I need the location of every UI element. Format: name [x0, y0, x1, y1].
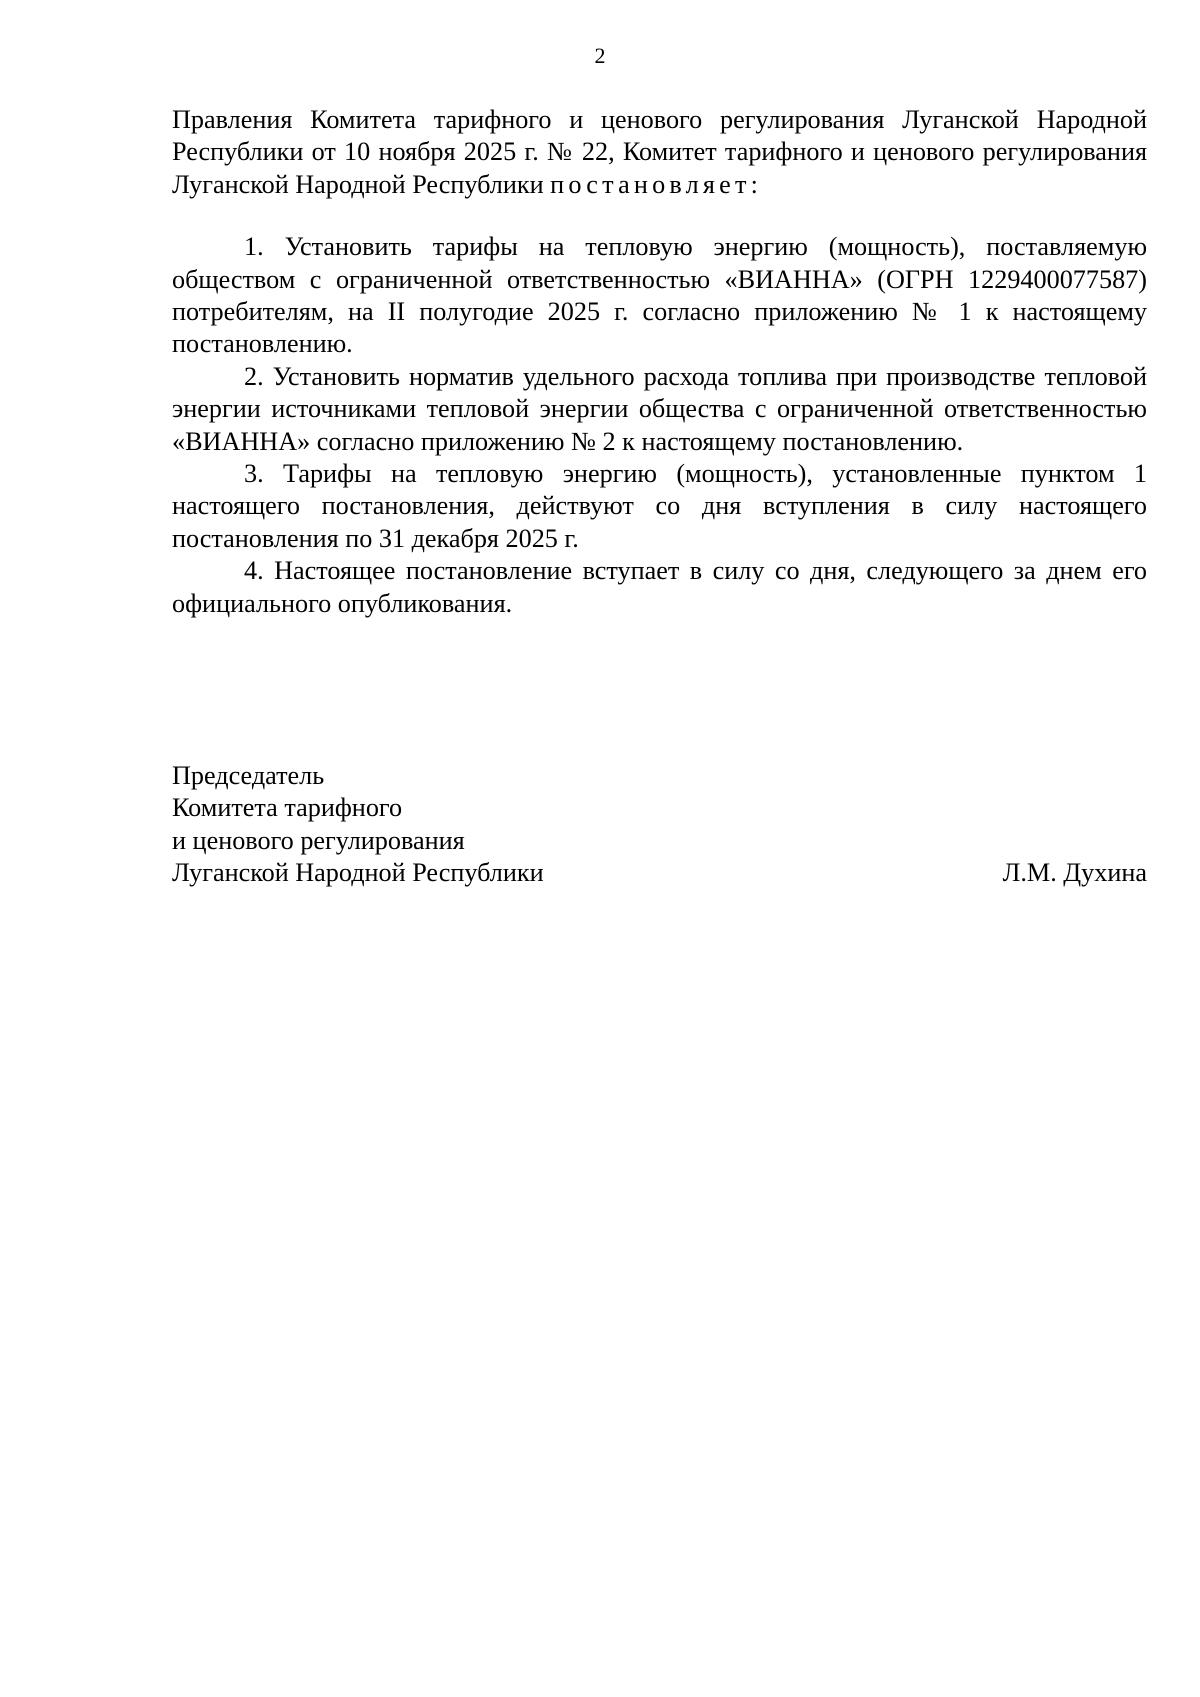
preamble-emphasis: постановляет: [550, 169, 763, 199]
item-number: 3. [244, 459, 264, 489]
signatory-title-line: Луганской Народной Республики [172, 858, 544, 888]
item-text: Установить тарифы на тепловую энергию (мощность), поставляемую обществом с ограниченной ответственностью «ВИАННА» (ОГРН 1229400077587) потребителям, на II полугодие 2025 г. согласно приложению № 1 к настоящему постановлению. [172, 232, 1148, 359]
preamble-paragraph [172, 104, 1147, 201]
signatory-title-line: и ценового регулирования [172, 825, 465, 855]
document-body [172, 104, 1147, 620]
item-number: 4. [244, 556, 264, 586]
list-item [172, 231, 1147, 361]
list-item [172, 555, 1147, 620]
item-number: 1. [244, 232, 264, 262]
item-text: Установить норматив удельного расхода топлива при производстве тепловой энергии источниками тепловой энергии общества с ограниченной ответственностью «ВИАННА» согласно приложению № 2 к настоящему постановлению. [172, 361, 1147, 456]
item-text: Настоящее постановление вступает в силу со дня, следующего за днем его официального опубликования. [172, 556, 1147, 618]
signatory-title-line: Комитета тарифного [172, 793, 403, 823]
item-number: 2. [244, 361, 264, 391]
signature-block [172, 760, 1147, 890]
list-item [172, 458, 1147, 555]
signature-final-row [172, 857, 1147, 889]
preamble-text: Правления Комитета тарифного и ценового регулирования Луганской Народной Республики от 10 ноября 2025 г. № 22, Комитет тарифного и ценового регулирования Луганской Народной Республики [172, 105, 1147, 199]
signatory-name: Л.М. Духина [1002, 858, 1147, 888]
item-text: Тарифы на тепловую энергию (мощность), установленные пунктом 1 настоящего постановления, действуют со дня вступления в силу настоящего постановления по 31 декабря 2025 г. [172, 459, 1148, 553]
page-number: 2 [594, 43, 606, 68]
list-item [172, 361, 1147, 458]
signatory-title-line: Председатель [172, 761, 325, 790]
